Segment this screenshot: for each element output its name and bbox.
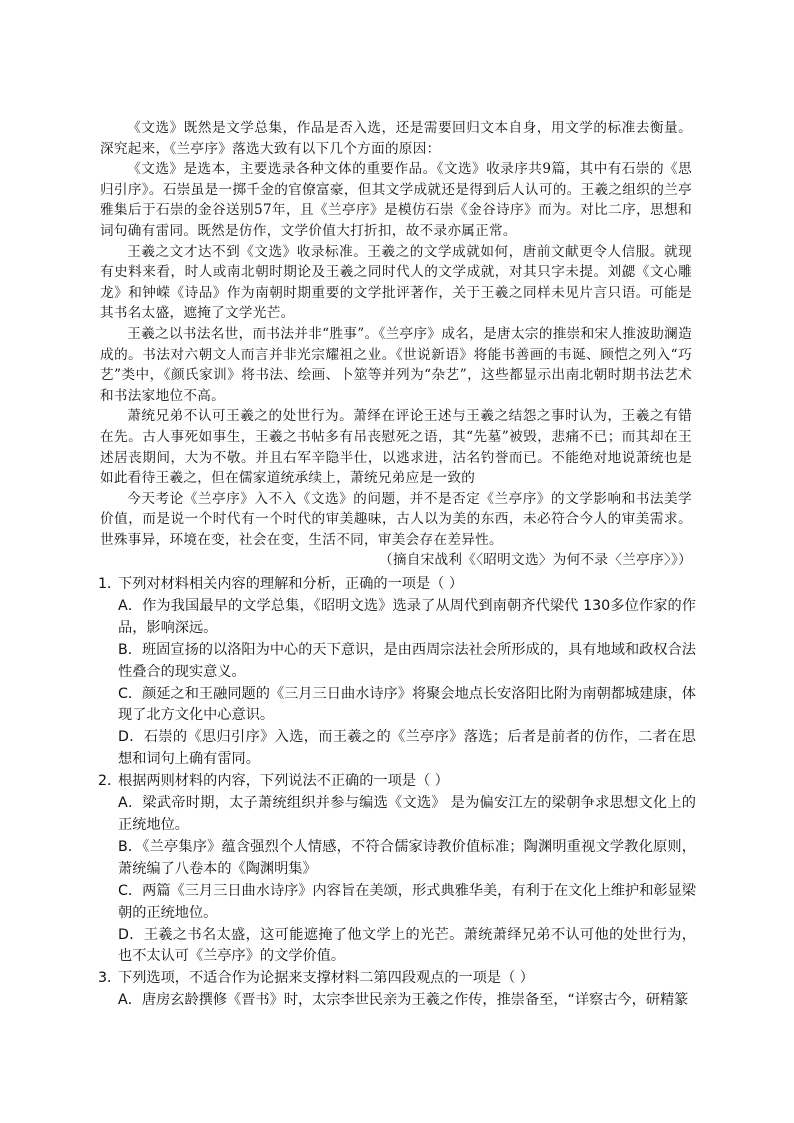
passage-source: （摘自宋战利《〈昭明文选〉为何不录〈兰亭序〉》） xyxy=(378,552,692,569)
reading-passage xyxy=(100,118,692,571)
answer-option: B．班固宣扬的以洛阳为中心的天下意识，是由西周宗法社会所形成的，具有地域和政权合法性叠合的现实意义。 xyxy=(118,641,696,680)
answer-option: C．颜延之和王融同题的《三月三日曲水诗序》将聚会地点长安洛阳比附为南朝都城建康，体现了北方文化中心意识。 xyxy=(118,685,696,724)
passage-paragraph: 《文选》既然是文学总集，作品是否入选，还是需要回归文本自身，用文学的标准去衡量。深究起来，《兰亭序》落选大致有以下几个方面的原因： xyxy=(100,120,692,157)
question-1 xyxy=(98,574,696,771)
question-stem xyxy=(98,574,696,596)
answer-option: D．石崇的《思归引序》入选，而王羲之的《兰亭序》落选；后者是前者的仿作，二者在思想和词句上确有雷同。 xyxy=(118,729,696,768)
passage-paragraph: 王羲之以书法名世，而书法并非“胜事”。《兰亭序》成名，是唐太宗的推崇和宋人推波助澜造成的。书法对六朝文人而言并非光宗耀祖之业。《世说新语》将能书善画的韦诞、顾恺之列入“巧艺”类中，《颜氏家训》将书法、绘画、卜筮等并列为“杂艺”，这些都显示出南北朝时期书法艺术和书法家地位不高。 xyxy=(100,325,692,404)
answer-option: B．《兰亭集序》蕴含强烈个人情感，不符合儒家诗教价值标准；陶渊明重视文学教化原则，萧统编了八卷本的《陶渊明集》 xyxy=(118,838,696,877)
question-stem xyxy=(98,771,696,793)
question-2 xyxy=(98,771,696,968)
passage-paragraph: 王羲之文才达不到《文选》收录标准。王羲之的文学成就如何，唐前文献更令人信服。就现有史料来看，时人或南北朝时期论及王羲之同时代人的文学成就，对其只字未提。刘勰《文心雕龙》和钟嵘《诗品》作为南朝时期重要的文学批评著作，关于王羲之同样未见片言只语。可能是其书名太盛，遮掩了文学光芒。 xyxy=(100,243,692,322)
question-number: 1． xyxy=(98,576,122,592)
question-stem xyxy=(98,968,696,990)
answer-option: A．作为我国最早的文学总集，《昭明文选》选录了从周代到南朝齐代梁代 130多位作家的作品，影响深远。 xyxy=(118,597,696,636)
passage-paragraph: 《文选》是选本，主要选录各种文体的重要作品。《文选》收录序共9篇，其中有石崇的《思归引序》。石崇虽是一掷千金的官僚富豪，但其文学成就还是得到后人认可的。王羲之组织的兰亭雅集后于石崇的金谷送别57年，且《兰亭序》是模仿石崇《金谷诗序》而为。对比二序，思想和词句确有雷同。既然是仿作，文学价值大打折扣，故不录亦属正常。 xyxy=(100,161,692,239)
answer-option: D．王羲之书名太盛，这可能遮掩了他文学上的光芒。萧统萧绎兄弟不认可他的处世行为，也不太认可《兰亭序》的文学价值。 xyxy=(118,926,696,965)
question-text: 下列对材料相关内容的理解和分析，正确的一项是（ ） xyxy=(118,576,464,592)
passage-paragraph: 萧统兄弟不认可王羲之的处世行为。萧绎在评论王述与王羲之结怨之事时认为，王羲之有错在先。古人事死如事生，王羲之书帖多有吊丧慰死之语，其“先墓”被毁，悲痛不已；而其却在王述居丧期间，大为不敬。并且右军辛隐半仕，以逃求进，沽名钓誉而已。不能绝对地说萧统也是如此看待王羲之，但在儒家道统承续上，萧统兄弟应是一致的 xyxy=(100,408,692,487)
question-number: 3． xyxy=(98,970,122,987)
answer-option: A．梁武帝时期，太子萧统组织并参与编选《文选》 是为偏安江左的梁朝争求思想文化上的正统地位。 xyxy=(118,795,696,833)
answer-option: A．唐房玄龄撰修《晋书》时，太宗李世民亲为王羲之作传，推崇备至，“详察古今，研精篆 xyxy=(118,992,689,1009)
passage-paragraph: 今天考论《兰亭序》入不入《文选》的问题，并不是否定《兰亭序》的文学影响和书法美学价值，而是说一个时代有一个时代的审美趣味，古人以为美的东西，未必符合今人的审美需求。世殊事异，环境在变，社会在变，生活不同，审美会存在差异性。 xyxy=(100,490,692,548)
question-text: 根据两则材料的内容，下列说法不正确的一项是（ ） xyxy=(118,773,449,790)
answer-option: C．两篇《三月三日曲水诗序》内容旨在美颂，形式典雅华美，有利于在文化上维护和彰显梁朝的正统地位。 xyxy=(118,882,696,921)
question-3 xyxy=(98,968,696,1012)
question-list xyxy=(98,574,696,1012)
question-text: 下列选项，不适合作为论据来支撑材料二第四段观点的一项是（ ） xyxy=(118,970,534,987)
question-number: 2． xyxy=(98,773,122,790)
